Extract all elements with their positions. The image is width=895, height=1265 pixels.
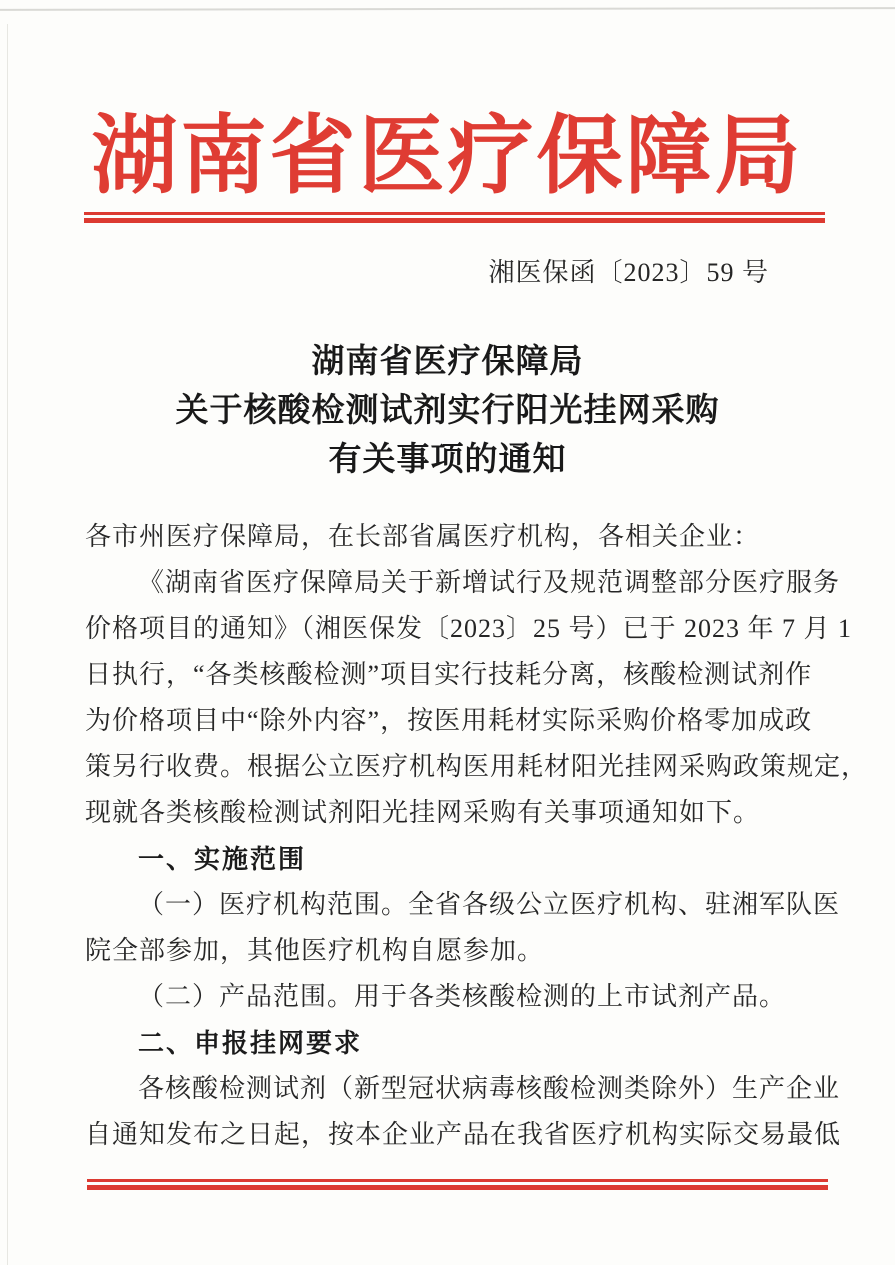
body-line: （二）产品范围。用于各类核酸检测的上市试剂产品。 — [138, 982, 787, 1011]
footer-divider — [87, 1179, 828, 1190]
notice-title-line: 湖南省医疗保障局 — [311, 344, 584, 380]
body-line: 院全部参加，其他医疗机构自愿参加。 — [85, 936, 545, 965]
body-line: 日执行，“各类核酸检测”项目实行技耗分离，核酸检测试剂作 — [85, 660, 813, 689]
body-line: 各市州医疗保障局，在长部省属医疗机构，各相关企业： — [85, 522, 761, 551]
body-line: 价格项目的通知》（湘医保发〔2023〕25 号）已于 2023 年 7 月 1 — [85, 614, 853, 643]
footer-divider-thick-line — [87, 1185, 828, 1190]
body-line: 现就各类核酸检测试剂阳光挂网采购有关事项通知如下。 — [85, 798, 761, 827]
body-line: 策另行收费。根据公立医疗机构医用耗材阳光挂网采购政策规定， — [85, 752, 869, 781]
notice-title-line: 关于核酸检测试剂实行阳光挂网采购 — [175, 393, 720, 429]
body-line: 二、申报挂网要求 — [138, 1028, 363, 1058]
scan-edge-left — [7, 24, 8, 1265]
body-line: 《湖南省医疗保障局关于新增试行及规范调整部分医疗服务 — [138, 568, 841, 597]
letterhead-org-name: 湖南省医疗保障局 — [91, 108, 804, 204]
letterhead-divider-thick-line — [84, 218, 825, 223]
document-number: 湘医保函〔2023〕59 号 — [488, 258, 769, 287]
body-line: 一、实施范围 — [138, 844, 307, 874]
scan-edge-top — [0, 7, 895, 11]
notice-title — [0, 338, 895, 485]
body-line: 为价格项目中“除外内容”，按医用耗材实际采购价格零加成政 — [85, 706, 813, 735]
notice-title-line: 有关事项的通知 — [328, 442, 567, 478]
notice-body — [85, 514, 869, 1158]
body-line: （一）医疗机构范围。全省各级公立医疗机构、驻湘军队医 — [138, 890, 841, 919]
body-line: 自通知发布之日起，按本企业产品在我省医疗机构实际交易最低 — [85, 1120, 842, 1149]
body-line: 各核酸检测试剂（新型冠状病毒核酸检测类除外）生产企业 — [138, 1074, 841, 1103]
letterhead-divider — [84, 212, 825, 223]
